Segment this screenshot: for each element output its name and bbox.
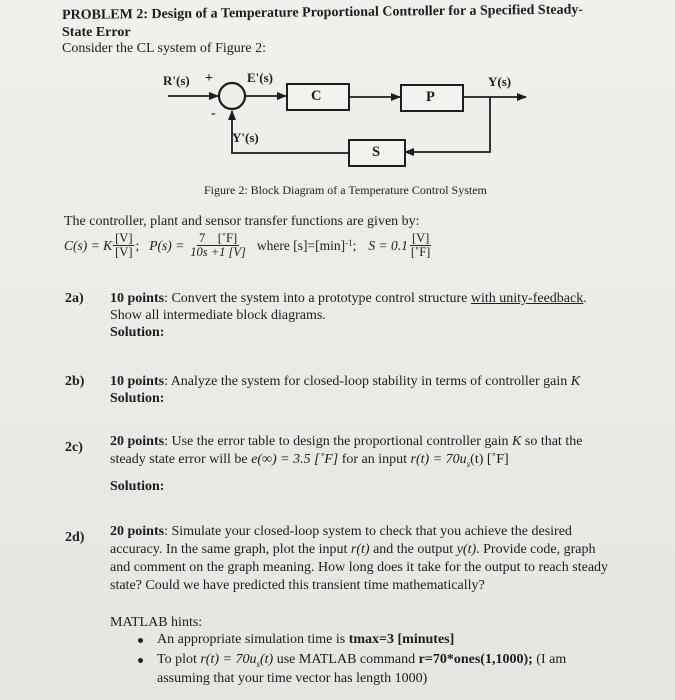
hint-1a: An appropriate simulation time is (157, 632, 349, 647)
c-lhs: C(s) = K (64, 237, 113, 253)
p-den: 10s +1 [V] (190, 245, 246, 259)
label-minus: - (211, 106, 216, 121)
part-2c-solution: Solution: (110, 479, 165, 494)
part-2d-label: 2d) (65, 530, 85, 545)
part-2b-points: 10 points (110, 374, 165, 389)
summing-junction (219, 83, 245, 109)
hint-2a: To plot (157, 652, 201, 667)
s-lhs: S = 0.1 (368, 237, 408, 253)
part-2c-eq3: (t) [˚F] (470, 452, 509, 467)
part-2c-end: so that the (521, 434, 583, 449)
bullet-2 (138, 658, 143, 663)
block-s-label: S (372, 144, 381, 160)
p-fraction (188, 232, 248, 259)
block-diagram (0, 0, 675, 200)
part-2b-label: 2b) (65, 374, 85, 389)
part-2c-points: 20 points (110, 434, 165, 449)
part-2d-line3: and comment on the graph meaning. How long does it take for the output to reach steady (110, 560, 609, 575)
part-2a-solution: Solution: (110, 325, 165, 340)
part-2c-sub: s (466, 458, 471, 469)
hint-2-eq2: (t) (259, 652, 274, 667)
part-2b-var: K (570, 374, 581, 389)
hints-title: MATLAB hints: (110, 615, 203, 630)
part-2a-line1 (110, 290, 587, 308)
part-2c-line2b: for an input (338, 452, 411, 467)
label-plus: + (205, 71, 213, 86)
part-2d-line1 (110, 523, 572, 541)
s-den: [˚F] (410, 245, 431, 259)
problem-title-line1: PROBLEM 2: Design of a Temperature Proportional Controller for a Specified Steady- (62, 2, 584, 23)
problem-title-line2: State Error (62, 25, 131, 40)
part-2d-line2a: accuracy. In the same graph, plot the input (110, 542, 351, 557)
hint-2-line2: assuming that your time vector has length 1000) (157, 671, 428, 686)
transfer-equations (64, 232, 433, 259)
part-2c-label: 2c) (65, 440, 83, 455)
part-2b-solution: Solution: (110, 391, 165, 406)
part-2c-line2 (110, 451, 509, 473)
hint-2-eq: r(t) = 70u (200, 652, 257, 667)
bullet-1 (138, 638, 143, 643)
part-2d-v2: y(t) (456, 542, 477, 557)
p-lhs: P(s) = (149, 237, 185, 253)
part-2d-points: 20 points (110, 524, 165, 539)
s-fraction (409, 232, 432, 259)
c-fraction (113, 232, 134, 259)
part-2a-line2: Show all intermediate block diagrams. (110, 308, 326, 323)
part-2b-line1 (110, 373, 580, 391)
hint-1 (157, 631, 454, 649)
part-2b-text: : Analyze the system for closed-loop stability in terms of controller gain (164, 374, 571, 389)
part-2d-line2b: and the output (369, 542, 457, 557)
part-2c-eq2: r(t) = 70u (410, 452, 467, 467)
figure-caption: Figure 2: Block Diagram of a Temperature Control System (204, 183, 487, 197)
part-2c-line2a: steady state error will be (110, 452, 252, 467)
transfer-intro: The controller, plant and sensor transfer functions are given by: (64, 214, 420, 229)
part-2c-text: : Use the error table to design the proportional controller gain (164, 434, 513, 449)
problem-intro: Consider the CL system of Figure 2: (62, 41, 267, 56)
block-c-label: C (311, 88, 322, 104)
part-2d-line4: state? Could we have predicted this transient time mathematically? (110, 578, 485, 593)
part-2a-label: 2a) (65, 291, 84, 306)
part-2a-underline: with unity-feedback (470, 291, 584, 306)
hint-2c: (I am (532, 652, 567, 667)
part-2d-v1: r(t) (350, 542, 370, 557)
part-2c-eq1: e(∞) = 3.5 [˚F] (251, 452, 339, 467)
label-y: Y(s) (488, 74, 512, 89)
s-num: [V] (411, 231, 430, 245)
where-exponent: -1 (345, 237, 353, 248)
part-2d-text: : Simulate your closed-loop system to check that you achieve the desired (164, 524, 572, 539)
hint-2-sub: s (256, 658, 260, 669)
part-2c-var: K (512, 434, 522, 449)
where-text: where [s]=[min] (256, 237, 346, 253)
c-den: [V] (115, 245, 133, 259)
c-sep: ; (135, 237, 140, 253)
label-e-prime: E'(s) (247, 70, 273, 85)
label-r-prime: R'(s) (163, 73, 190, 88)
label-y-prime: Y'(s) (232, 130, 259, 145)
part-2a-end: . (583, 291, 587, 306)
where-sep: ; (352, 237, 357, 253)
part-2a-points: 10 points (110, 291, 165, 306)
part-2c-line1 (110, 433, 582, 451)
p-num: 7 [˚F] (198, 231, 238, 245)
hint-2-cmd: r=70*ones(1,1000); (418, 652, 533, 667)
part-2d-line2c: . Provide code, graph (476, 542, 596, 557)
hint-2b: use MATLAB command (273, 652, 419, 667)
block-p-label: P (426, 89, 435, 105)
part-2a-text: : Convert the system into a prototype control structure (164, 291, 471, 306)
c-num: [V] (115, 231, 133, 245)
part-2d-line2 (110, 541, 595, 559)
hint-1b: tmax=3 [minutes] (348, 632, 455, 647)
